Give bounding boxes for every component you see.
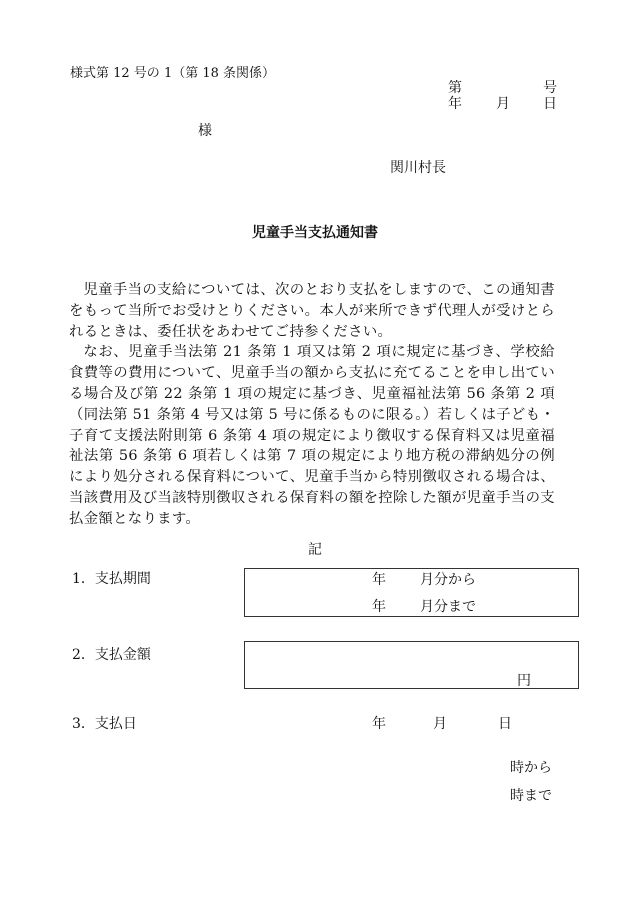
document-date [448, 93, 557, 113]
addressee-suffix: 様 [198, 123, 212, 139]
issuer: 関川村長 [390, 160, 446, 176]
period-to-year: 年 [372, 599, 386, 615]
payment-date-label: 3．支払日 [72, 716, 137, 732]
payment-date-year: 年 [372, 716, 386, 732]
amount-yen: 円 [517, 673, 531, 689]
document-date-month: 月 [496, 96, 510, 112]
period-to-month: 月分まで [420, 599, 476, 615]
payment-period-box [244, 568, 579, 617]
payment-time-from: 時から [510, 760, 552, 776]
payment-time-to: 時まで [510, 788, 552, 804]
ki-heading: 記 [308, 542, 322, 558]
document-number-go: 号 [543, 80, 557, 96]
document-title: 児童手当支払通知書 [252, 225, 378, 241]
document-date-day: 日 [543, 96, 557, 112]
period-from-month: 月分から [420, 572, 476, 588]
payment-date-month: 月 [433, 716, 447, 732]
form-id: 様式第 12 号の 1（第 18 条関係） [70, 66, 276, 81]
document-date-year: 年 [448, 96, 462, 112]
document-number-dai: 第 [448, 80, 462, 96]
body-text [69, 280, 555, 530]
period-from-year: 年 [372, 572, 386, 588]
payment-period-label: 1．支払期間 [72, 571, 151, 587]
body-paragraph-2: なお、児童手当法第 21 条第 1 項又は第 2 項に規定に基づき、学校給食費等の費用について、児童手当の額から支払に充てることを申し出ている場合及び第 22 条第 1 項の規定に基づき、児童福祉法第 56 条第 2 項（同法第 51 条第 4 号又は第 5 号に係るものに限る。）若しくは子ども・子育て支援法附則第 6 条第 4 項の規定により徴収する保育料又は児童福祉法第 56 条第 6 項若しくは第 7 項の規定により地方税の滞納処分の例により処分される保育料について、児童手当から特別徴収される場合は、当該費用及び当該特別徴収される保育料の額を控除した額が児童手当の支払金額となります。 [69, 344, 555, 527]
payment-amount-label: 2．支払金額 [72, 647, 151, 663]
payment-date-day: 日 [498, 716, 512, 732]
body-paragraph-1: 児童手当の支給については、次のとおり支払をしますので、この通知書をもって当所でお受けとりください。本人が来所できず代理人が受けとられるときは、委任状をあわせてご持参ください。 [69, 282, 555, 340]
payment-amount-box [244, 641, 579, 689]
